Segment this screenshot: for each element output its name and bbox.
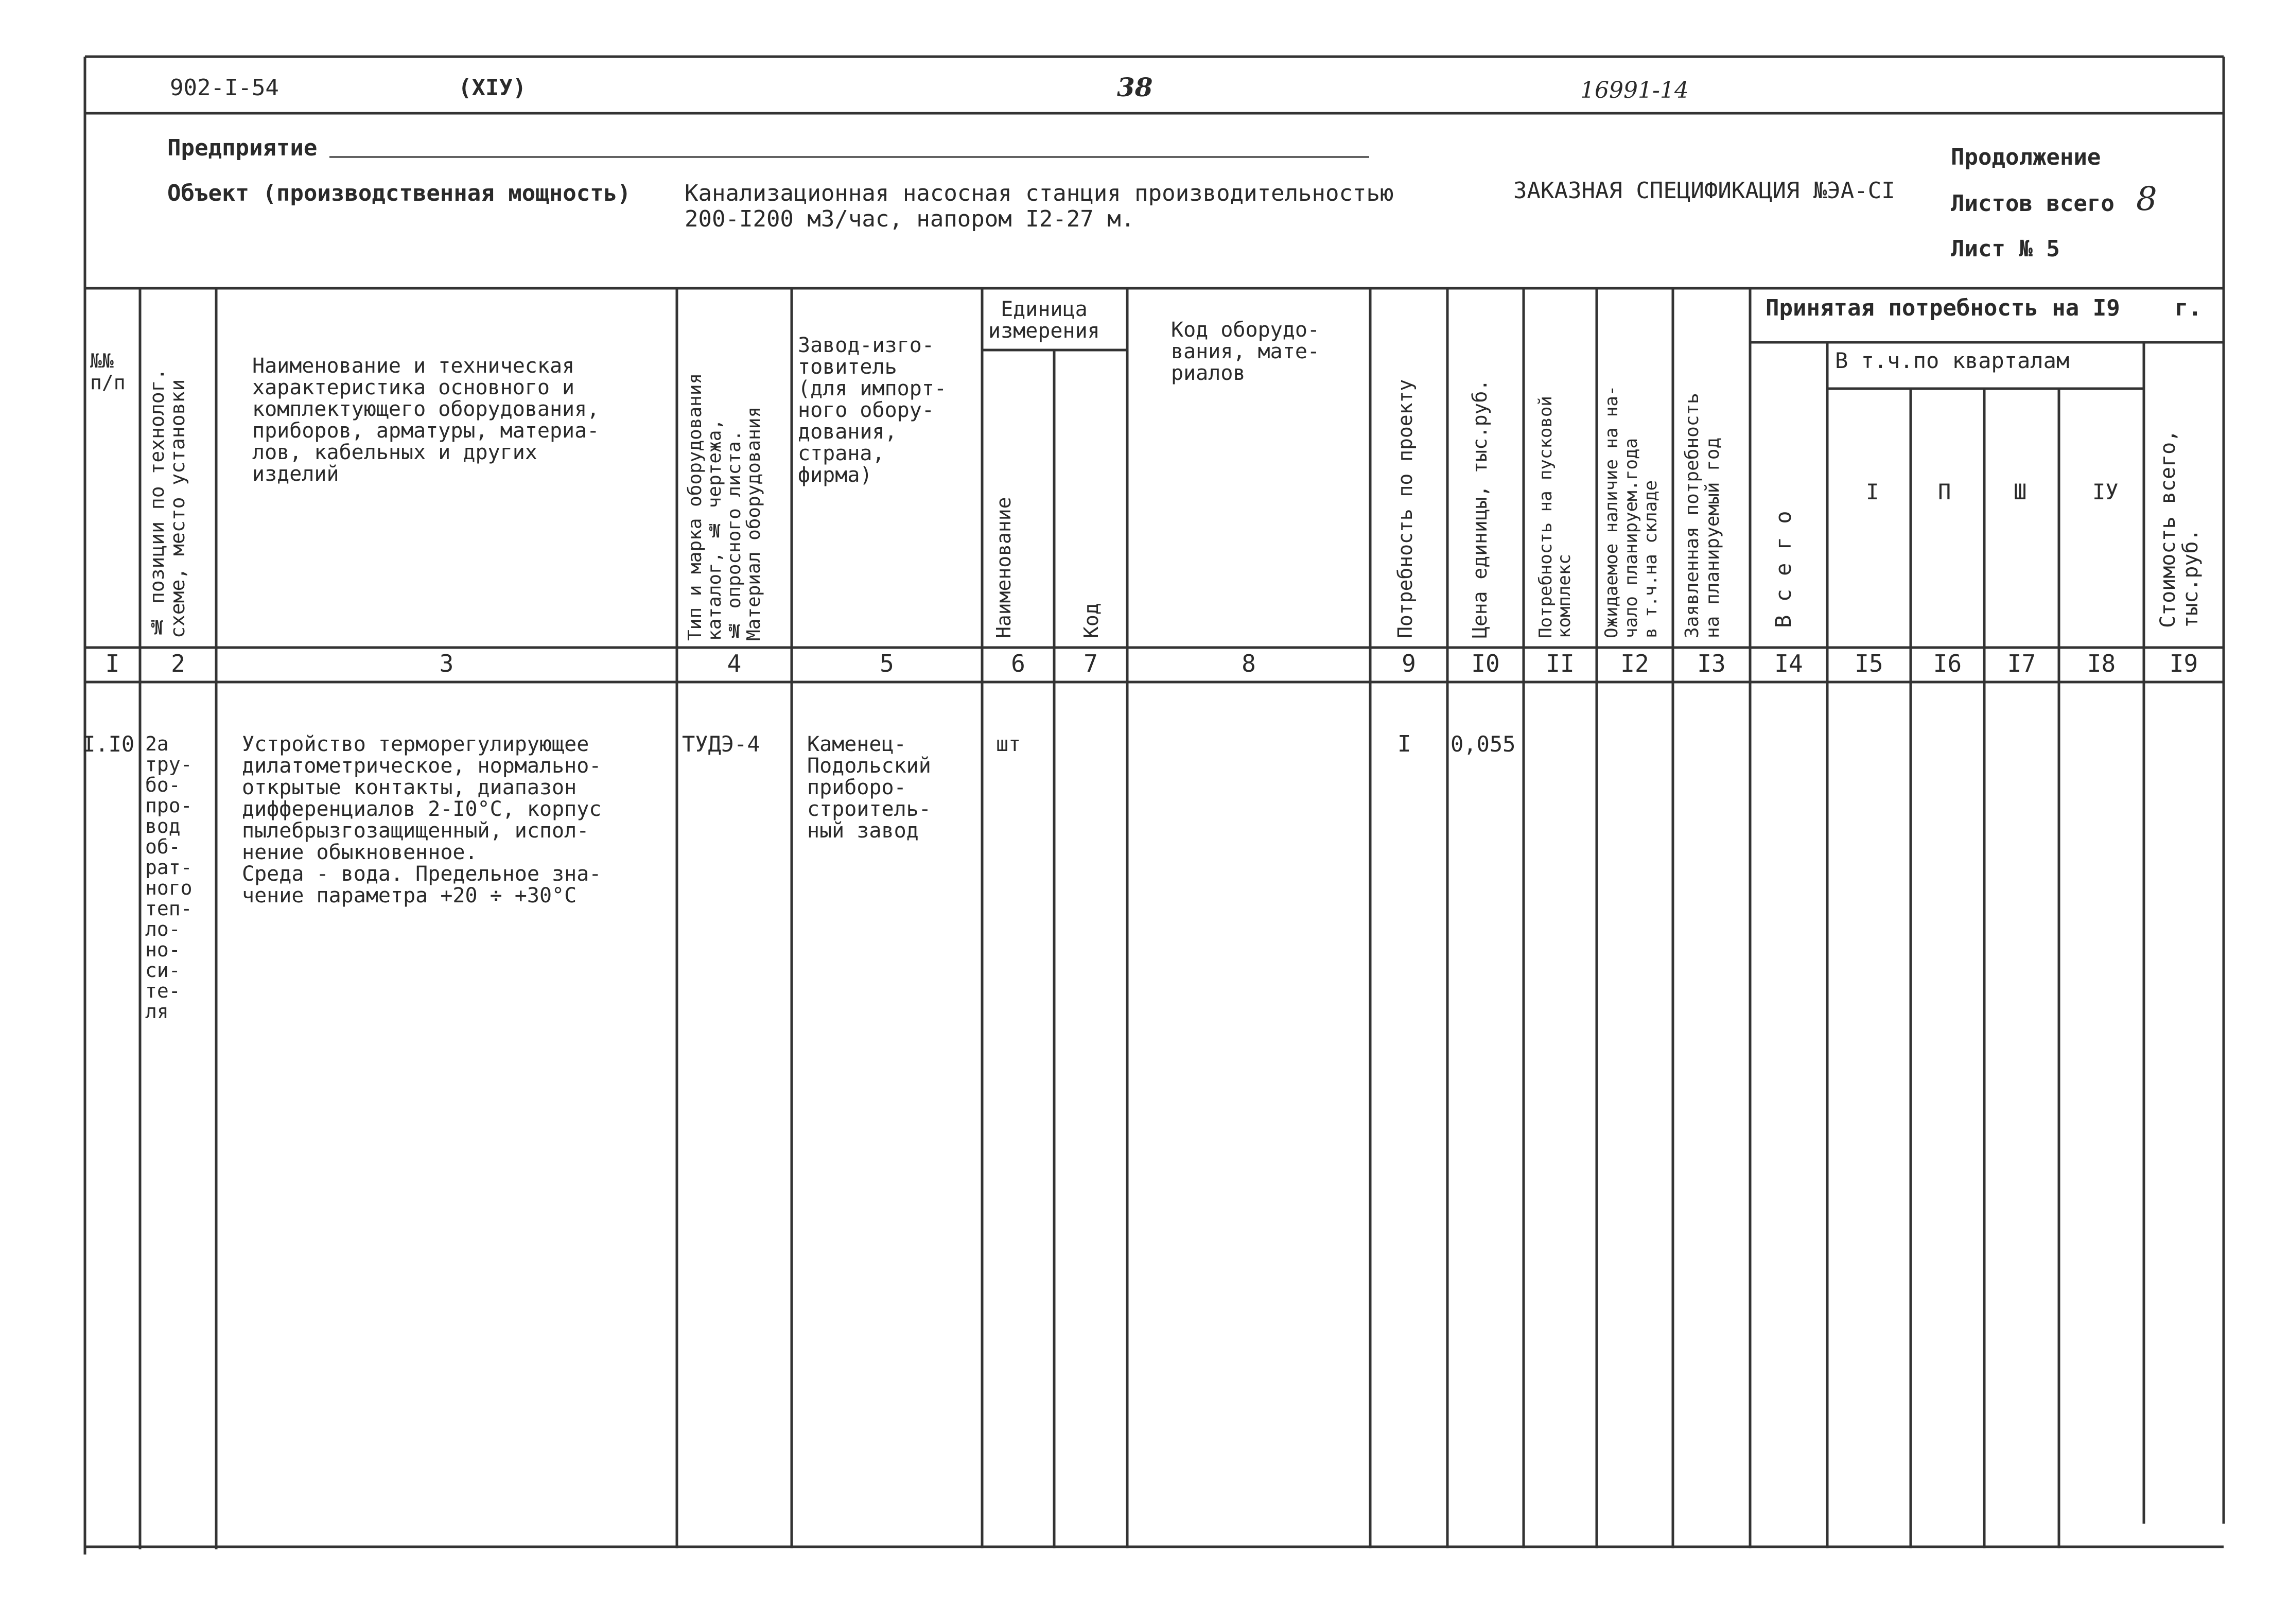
col-header-11: Потребность на пусковой комплекс bbox=[1535, 396, 1575, 638]
row-unit: шт bbox=[996, 732, 1021, 756]
quarters-group-header: В т.ч.по кварталам bbox=[1835, 348, 2070, 373]
col-number-7: 7 bbox=[1084, 650, 1098, 677]
row-price: 0,055 bbox=[1451, 731, 1516, 757]
col-header-8: Код оборудо- вания, мате- риалов bbox=[1171, 318, 1320, 385]
row-quantity: I bbox=[1397, 731, 1411, 757]
col-number-16: I6 bbox=[1933, 650, 1962, 677]
col-header-1: №№ п/п bbox=[90, 350, 126, 394]
col-header-15: I bbox=[1866, 479, 1879, 504]
col-number-5: 5 bbox=[880, 650, 894, 677]
page-number: 38 bbox=[1117, 72, 1153, 102]
col-header-19: Стоимость всего, тыс.руб. bbox=[2156, 429, 2203, 628]
object-text-1: Канализационная насосная станция производительностью bbox=[685, 180, 1394, 206]
row-type: ТУДЭ-4 bbox=[682, 731, 760, 757]
col-header-7: Код bbox=[1080, 603, 1103, 638]
row-number: I.I0 bbox=[82, 731, 135, 757]
accepted-group-header: Принятая потребность на I9 г. bbox=[1766, 295, 2202, 321]
col-number-6: 6 bbox=[1011, 650, 1025, 677]
col-number-3: 3 bbox=[439, 650, 454, 677]
col-header-16: П bbox=[1938, 479, 1951, 504]
col-header-17: Ш bbox=[2014, 479, 2027, 504]
enterprise-label: Предприятие bbox=[167, 135, 318, 161]
col-header-6: Наименование bbox=[992, 497, 1015, 638]
col-header-18: IУ bbox=[2092, 479, 2119, 504]
row-maker: Каменец- Подольский приборо- строитель- ный завод bbox=[807, 732, 931, 843]
col-number-12: I2 bbox=[1620, 650, 1649, 677]
col-number-13: I3 bbox=[1697, 650, 1726, 677]
album-code: (XIУ) bbox=[458, 75, 527, 101]
inventory-number: 16991-14 bbox=[1580, 77, 1689, 103]
col-header-5: Завод-изго- товитель (для импорт- ного обору- дования, страна, фирма) bbox=[798, 334, 947, 487]
spec-title: ЗАКАЗНАЯ СПЕЦИФИКАЦИЯ №ЭА-СI bbox=[1513, 178, 1895, 204]
col-header-13: Заявленная потребность на планируемый год bbox=[1682, 393, 1723, 638]
col-header-12: Ожидаемое наличие на на- чало планируем.года в т.ч.на складе bbox=[1601, 385, 1661, 638]
col-number-15: I5 bbox=[1855, 650, 1883, 677]
object-label: Объект (производственная мощность) bbox=[167, 180, 631, 206]
col-header-3: Наименование и техническая характеристика основного и комплектующего оборудования, приборов, арматуры, материа- лов, кабельных и других изделий bbox=[252, 354, 600, 486]
row-position: 2а тру- бо- про- вод об- рат- ного теп- ло- но- си- те- ля bbox=[145, 732, 193, 1023]
col-number-4: 4 bbox=[727, 650, 742, 677]
col-number-18: I8 bbox=[2087, 650, 2116, 677]
col-number-2: 2 bbox=[171, 650, 185, 677]
col-header-2: № позиции по технолог. схеме, место установки bbox=[146, 368, 189, 638]
row-name: Устройство терморегулирующее дилатометрическое, нормально- открытые контакты, диапазон дифференциалов 2-I0°С, корпус пылебрызгозащищенный, испол- нение обыкновенное. Среда - вода. Предельное зна- чение параметра +20 ÷ +30°С bbox=[242, 732, 602, 907]
doc-code: 902-I-54 bbox=[170, 75, 279, 101]
col-number-1: I bbox=[105, 650, 120, 677]
col-number-10: I0 bbox=[1471, 650, 1500, 677]
col-number-17: I7 bbox=[2007, 650, 2036, 677]
sheets-total-label: Листов всего bbox=[1951, 190, 2115, 217]
col-header-14: В с е г о bbox=[1771, 511, 1796, 628]
object-text-2: 200-I200 м3/час, напором I2-27 м. bbox=[685, 206, 1135, 232]
col-number-19: I9 bbox=[2169, 650, 2198, 677]
col-number-11: II bbox=[1546, 650, 1575, 677]
col-header-10: Цена единицы, тыс.руб. bbox=[1469, 379, 1491, 638]
col-header-4: Тип и марка оборудования каталог, № чертежа, № опросного листа. Материал оборудования bbox=[685, 373, 764, 641]
col-number-9: 9 bbox=[1402, 650, 1416, 677]
sheets-total-value: 8 bbox=[2136, 180, 2157, 218]
continuation-label: Продолжение bbox=[1951, 144, 2101, 170]
col-number-14: I4 bbox=[1774, 650, 1803, 677]
col-number-8: 8 bbox=[1242, 650, 1256, 677]
col-header-9: Потребность по проекту bbox=[1394, 379, 1417, 638]
sheet-number-label: Лист № 5 bbox=[1951, 236, 2060, 262]
col-header-6-7-group: Единица измерения bbox=[988, 298, 1100, 343]
